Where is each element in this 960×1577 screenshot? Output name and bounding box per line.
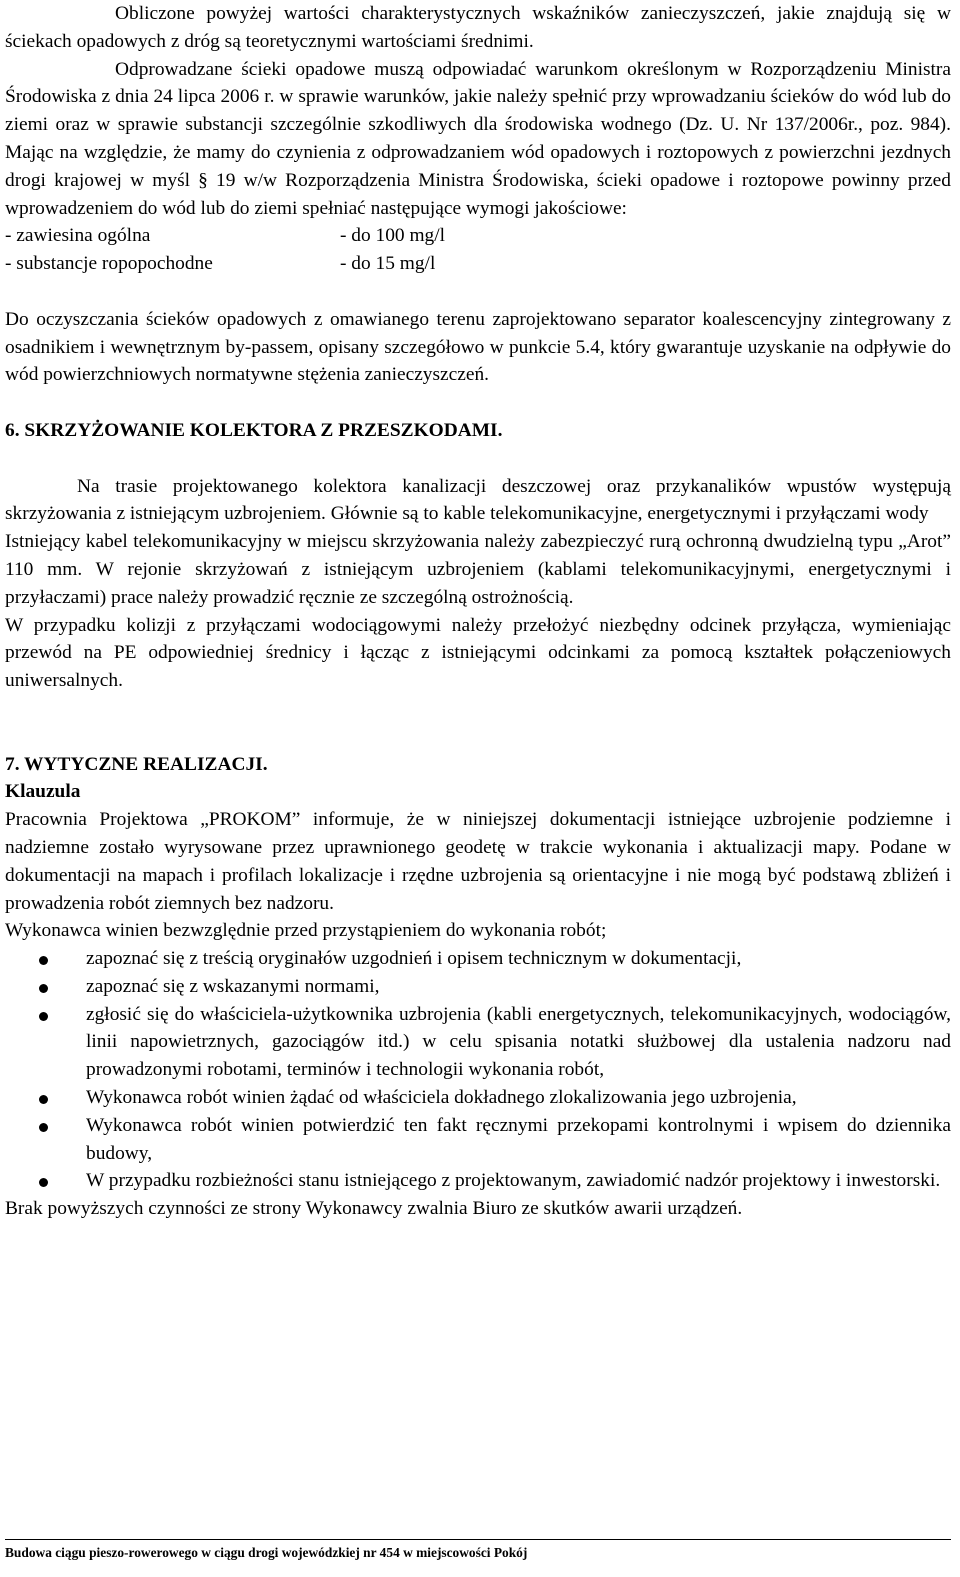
document-page (5, 0, 951, 1223)
list-item: zapoznać się z wskazanymi normami, (5, 973, 951, 1001)
section-7-paragraph: Brak powyższych czynności ze strony Wykonawcy zwalnia Biuro ze skutków awarii urządzeń. (5, 1198, 743, 1220)
requirement-value: - do 15 mg/l (340, 253, 436, 275)
requirement-row (5, 250, 951, 278)
section-6-paragraph: Istniejący kabel telekomunikacyjny w miejscu skrzyżowania należy zabezpieczyć rurą ochronną dwudzielną typu „Arot” 110 mm. W rejonie skrzyżowań z istniejącym uzbrojeniem (kablami telekomunikacyjnymi, energetycznymi i przyłaczami) prace należy prowadzić ręcznie ze szczególną ostrożnością. (5, 531, 951, 608)
list-item: W przypadku rozbieżności stanu istniejącego z projektowanym, zawiadomić nadzór projektowy i inwestorski. (5, 1167, 951, 1195)
section-6-paragraph: W przypadku kolizji z przyłączami wodociągowymi należy przełożyć niezbędny odcinek przyłącza, wymieniając przewód na PE odpowiedniej średnicy i łącząc z istniejącymi odcinkami za pomocą kształtek połączeniowych uniwersalnych. (5, 614, 951, 692)
section-7-heading: 7. WYTYCZNE REALIZACJI. (5, 753, 268, 775)
list-item: zapoznać się z treścią oryginałów uzgodnień i opisem technicznym w dokumentacji, (5, 945, 951, 973)
task-list (5, 945, 951, 1195)
requirement-row (5, 222, 951, 250)
section-7-paragraph: Wykonawca winien bezwzględnie przed przystąpieniem do wykonania robót; (5, 920, 607, 942)
requirement-name: - substancje ropopochodne (5, 253, 213, 275)
section-6-paragraph: Na trasie projektowanego kolektora kanalizacji deszczowej oraz przykanalików wpustów występują skrzyżowania z istniejącym uzbrojeniem. Głównie są to kable telekomunikacyjne, energetycznymi i przyłączami wody (5, 475, 951, 525)
list-item: zgłosić się do właściciela-użytkownika uzbrojenia (kabli energetycznych, telekomunikacyjnych, wodociągów, linii napowietrznych, gazociągów itd.) w celu spisania notatki służbowej dla ustalenia nadzoru nad prowadzonymi robotami, terminów i technologii wykonania robót, (5, 1001, 951, 1084)
section-7-paragraph: Pracownia Projektowa „PROKOM” informuje, że w niniejszej dokumentacji istniejące uzbrojenie podziemne i nadziemne zostało wyrysowane przez uprawnionego geodetę w trakcie wykonania i aktualizacji mapy. Podane w dokumentacji na mapach i profilach lokalizacje i rzędne uzbrojenia są orientacyjne i nie mogą być podstawą zbliżeń i prowadzenia robót ziemnych bez nadzoru. (5, 809, 951, 914)
page-footer: Budowa ciągu pieszo-rowerowego w ciągu drogi wojewódzkiej nr 454 w miejscowości Pokój (5, 1539, 951, 1561)
regulation-paragraph: Odprowadzane ścieki opadowe muszą odpowiadać warunkom określonym w Rozporządzeniu Ministra Środowiska z dnia 24 lipca 2006 r. w sprawie warunków, jakie należy spełnić przy wprowadzaniu ścieków do wód lub do ziemi oraz w sprawie substancji szczególnie szkodliwych dla środowiska wodnego (Dz. U. Nr 137/2006r., poz. 984). Mając na względzie, że mamy do czynienia z odprowadzaniem wód opadowych i roztopowych z powierzchni jezdnych drogi krajowej w myśl § 19 w/w Rozporządzenia Ministra Środowiska, ścieki opadowe i roztopowe powinny przed wprowadzeniem do wód lub do ziemi spełniać następujące wymogi jakościowe: (5, 58, 951, 219)
intro-paragraph: Obliczone powyżej wartości charakterystycznych wskaźników zanieczyszczeń, jakie znajdują się w ściekach opadowych z dróg są teoretycznymi wartościami średnimi. (5, 3, 951, 52)
section-6-heading: 6. SKRZYŻOWANIE KOLEKTORA Z PRZESZKODAMI. (5, 419, 503, 441)
requirement-name: - zawiesina ogólna (5, 225, 151, 247)
requirement-value: - do 100 mg/l (340, 225, 446, 247)
section-7-subheading: Klauzula (5, 781, 81, 803)
list-item: Wykonawca robót winien potwierdzić ten fakt ręcznymi przekopami kontrolnymi i wpisem do dziennika budowy, (5, 1112, 951, 1168)
separator-paragraph: Do oczyszczania ścieków opadowych z omawianego terenu zaprojektowano separator koalescencyjny zintegrowany z osadnikiem i wewnętrznym by-passem, opisany szczegółowo w punkcie 5.4, który gwarantuje uzyskanie na odpływie do wód powierzchniowych normatywne stężenia zanieczyszczeń. (5, 308, 951, 386)
list-item: Wykonawca robót winien żądać od właściciela dokładnego zlokalizowania jego uzbrojenia, (5, 1084, 951, 1112)
